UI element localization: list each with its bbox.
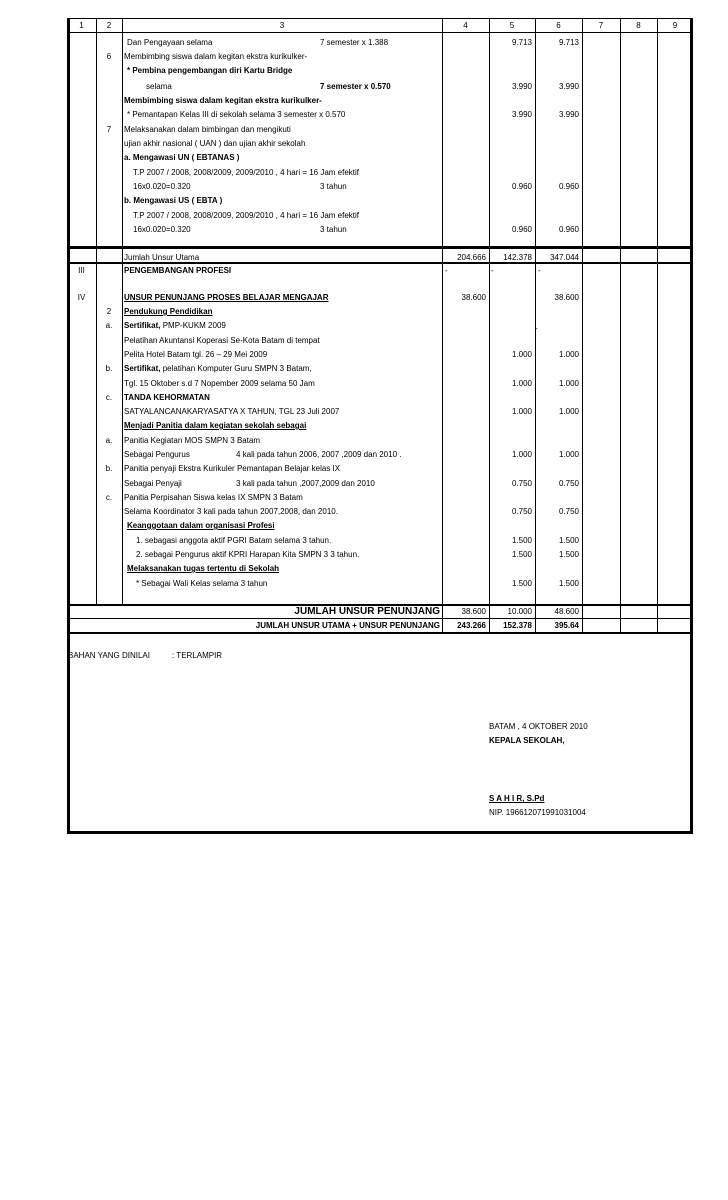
row-label: Selama Koordinator 3 kali pada tahun 2007,2008, dan 2010.: [124, 507, 338, 516]
row-value-5: 1.000: [511, 350, 532, 359]
separator-before-total: [67, 246, 693, 249]
col-line-3: [442, 18, 443, 632]
section-title: UNSUR PENUNJANG PROSES BELAJAR MENGAJAR: [124, 293, 329, 302]
row-value-5: 1.500: [511, 550, 532, 559]
row-value-5: 1.000: [511, 450, 532, 459]
row-mid: 4 kali pada tahun 2006, 2007 ,2009 dan 2010 .: [236, 450, 402, 459]
row-label: b. Mengawasi US ( EBTA ): [124, 196, 223, 205]
row-value-6: 1.500: [558, 536, 579, 545]
row-label: 16x0.020=0.320: [133, 225, 191, 234]
row-value-6: 3.990: [558, 82, 579, 91]
col-header-8: 8: [636, 21, 641, 30]
section-roman: IV: [77, 293, 86, 302]
row-label: Tgl. 15 Oktober s.d 7 Nopember 2009 selama 50 Jam: [124, 379, 315, 388]
row-label: Pelita Hotel Batam tgl. 26 – 29 Mei 2009: [124, 350, 268, 359]
col-line-8: [657, 18, 658, 632]
row-label: * Pembina pengembangan diri Kartu Bridge: [127, 66, 293, 75]
bahan-value: : TERLAMPIR: [172, 651, 223, 660]
grand-total-value-4: 243.266: [457, 621, 486, 630]
row-label: Keanggotaan dalam organisasi Profesi: [127, 521, 275, 530]
subtotal-value-5: 142.378: [503, 253, 532, 262]
col-line-6: [582, 18, 583, 632]
row-value-6: 0.750: [558, 507, 579, 516]
col-line-7: [620, 18, 621, 632]
row-label: Panitia Kegiatan MOS SMPN 3 Batam: [124, 436, 261, 445]
bahan-label: BAHAN YANG DINILAI: [68, 651, 150, 660]
row-label: Pendukung Pendidikan: [124, 307, 213, 316]
row-label: Membimbing siswa dalam kegitan ekstra kurikulker-: [124, 52, 308, 61]
section-title: PENGEMBANGAN PROFESI: [124, 266, 232, 275]
row-value-6: 0.960: [558, 182, 579, 191]
row-mid: 3 tahun: [320, 182, 347, 191]
col-header-9: 9: [672, 21, 678, 30]
row-number: a.: [105, 436, 113, 445]
grand-total-value-6: 395.64: [554, 621, 579, 630]
row-mid: 3 tahun: [320, 225, 347, 234]
row-label: 1. sebagasi anggota aktif PGRI Batam selama 3 tahun.: [136, 536, 332, 545]
row-mid: 7 semester x 0.570: [320, 82, 391, 91]
signer-name: S A H I R, S.Pd: [489, 794, 545, 803]
row-value-6: 38.600: [554, 293, 579, 302]
col-header-5: 5: [509, 21, 515, 30]
col-header-3: 3: [279, 21, 285, 30]
row-value-5: 0.750: [511, 479, 532, 488]
row-value-6: 1.000: [558, 407, 579, 416]
row-label: Panitia penyaji Ekstra Kurikuler Pemantapan Belajar kelas IX: [124, 464, 341, 473]
section-roman: III: [78, 266, 85, 275]
row-label: 16x0.020=0.320: [133, 182, 191, 191]
row-value-6: -: [538, 266, 541, 275]
row-number: b.: [105, 364, 113, 373]
row-number: c.: [105, 393, 113, 402]
row-value-5: 0.960: [511, 182, 532, 191]
row-value-5: 0.960: [511, 225, 532, 234]
row-label: Dan Pengayaan selama: [127, 38, 213, 47]
row-dash: -: [535, 324, 538, 333]
col-header-2: 2: [106, 21, 112, 30]
row-label: ujian akhir nasional ( UAN ) dan ujian akhir sekolah: [124, 139, 306, 148]
row-label: * Pemantapan Kelas III di sekolah selama 3 semester x 0.570: [127, 110, 346, 119]
col-line-2: [122, 18, 123, 606]
row-label: T.P 2007 / 2008, 2008/2009, 2009/2010 , 4 hari = 16 Jam efektif: [133, 168, 360, 177]
row-value-6: 3.990: [558, 110, 579, 119]
row-label: Membimbing siswa dalam kegitan ekstra kurikulker-: [124, 96, 322, 105]
row-label: T.P 2007 / 2008, 2008/2009, 2009/2010 , 4 hari = 16 Jam efektif: [133, 211, 360, 220]
separator-penunjang-mid: [67, 618, 693, 619]
row-label-detail: pelatihan Komputer Guru SMPN 3 Batam,: [162, 364, 312, 373]
row-value-5: 3.990: [511, 82, 532, 91]
separator-grand-total: [67, 632, 693, 634]
row-value-6: 9.713: [558, 38, 579, 47]
row-label: 2. sebagai Pengurus aktif KPRI Harapan Kita SMPN 3 3 tahun.: [136, 550, 360, 559]
row-value-5: 3.990: [511, 110, 532, 119]
row-value-5: 0.750: [511, 507, 532, 516]
row-label: Pelatihan Akuntansi Koperasi Se-Kota Batam di tempat: [124, 336, 320, 345]
signer-position: KEPALA SEKOLAH,: [489, 736, 565, 745]
row-label-detail: PMP-KUKM 2009: [162, 321, 226, 330]
row-value-6: 1.500: [558, 579, 579, 588]
total-penunjang-label: JUMLAH UNSUR PENUNJANG: [294, 606, 440, 617]
row-number: 6: [106, 52, 112, 61]
row-label: TANDA KEHORMATAN: [124, 393, 210, 402]
row-label: SATYALANCANAKARYASATYA X TAHUN, TGL 23 Juli 2007: [124, 407, 340, 416]
subtotal-label: Jumlah Unsur Utama: [124, 253, 200, 262]
row-value-6: 0.750: [558, 479, 579, 488]
row-mid: 7 semester x 1.388: [320, 38, 389, 47]
subtotal-value-6: 347.044: [550, 253, 579, 262]
row-value-5: 1.500: [511, 579, 532, 588]
col-header-6: 6: [556, 21, 561, 30]
row-number: 7: [106, 125, 112, 134]
row-value-5: 1.500: [511, 536, 532, 545]
row-label: Menjadi Panitia dalam kegiatan sekolah sebagai: [124, 421, 307, 430]
row-number: a.: [105, 321, 113, 330]
row-label: Sertifikat,: [124, 364, 161, 373]
row-label: a. Mengawasi UN ( EBTANAS ): [124, 153, 240, 162]
row-value-6: 0.960: [558, 225, 579, 234]
row-value-5: 1.000: [511, 407, 532, 416]
row-label: Sebagai Pengurus: [124, 450, 190, 459]
row-value-6: 1.000: [558, 450, 579, 459]
row-value-5: 1.000: [511, 379, 532, 388]
row-value-5: -: [491, 266, 494, 275]
row-label: Melaksanakan tugas tertentu di Sekolah: [127, 564, 280, 573]
grand-total-label: JUMLAH UNSUR UTAMA + UNSUR PENUNJANG: [255, 621, 440, 630]
row-value-6: 1.000: [558, 379, 579, 388]
row-label: Panitia Perpisahan Siswa kelas IX SMPN 3 Batam: [124, 493, 303, 502]
col-header-7: 7: [598, 21, 604, 30]
row-label: Melaksanakan dalam bimbingan dan mengikuti: [124, 125, 291, 134]
place-date: BATAM , 4 OKTOBER 2010: [489, 722, 588, 731]
row-number: c.: [105, 493, 113, 502]
subtotal-value-4: 204.666: [457, 253, 486, 262]
col-header-1: 1: [79, 21, 84, 30]
col-header-4: 4: [463, 21, 468, 30]
row-number: 2: [106, 307, 112, 316]
signer-nip: NIP. 196612071991031004: [489, 808, 586, 817]
row-label: * Sebagai Wali Kelas selama 3 tahun: [136, 579, 268, 588]
row-label: Sebagai Penyaji: [124, 479, 182, 488]
row-value-6: 1.500: [558, 550, 579, 559]
row-value-6: 1.000: [558, 350, 579, 359]
row-value-4: 38.600: [461, 293, 486, 302]
total-penunjang-value-5: 10.000: [507, 607, 532, 616]
row-number: b.: [105, 464, 113, 473]
row-label: Sertifikat,: [124, 321, 161, 330]
row-value-5: 9.713: [511, 38, 532, 47]
row-label: selama: [146, 82, 172, 91]
row-value-4: -: [445, 266, 448, 275]
total-penunjang-value-6: 48.600: [554, 607, 579, 616]
total-penunjang-value-4: 38.600: [461, 607, 486, 616]
grand-total-value-5: 152.378: [503, 621, 532, 630]
row-mid: 3 kali pada tahun ,2007,2009 dan 2010: [236, 479, 375, 488]
